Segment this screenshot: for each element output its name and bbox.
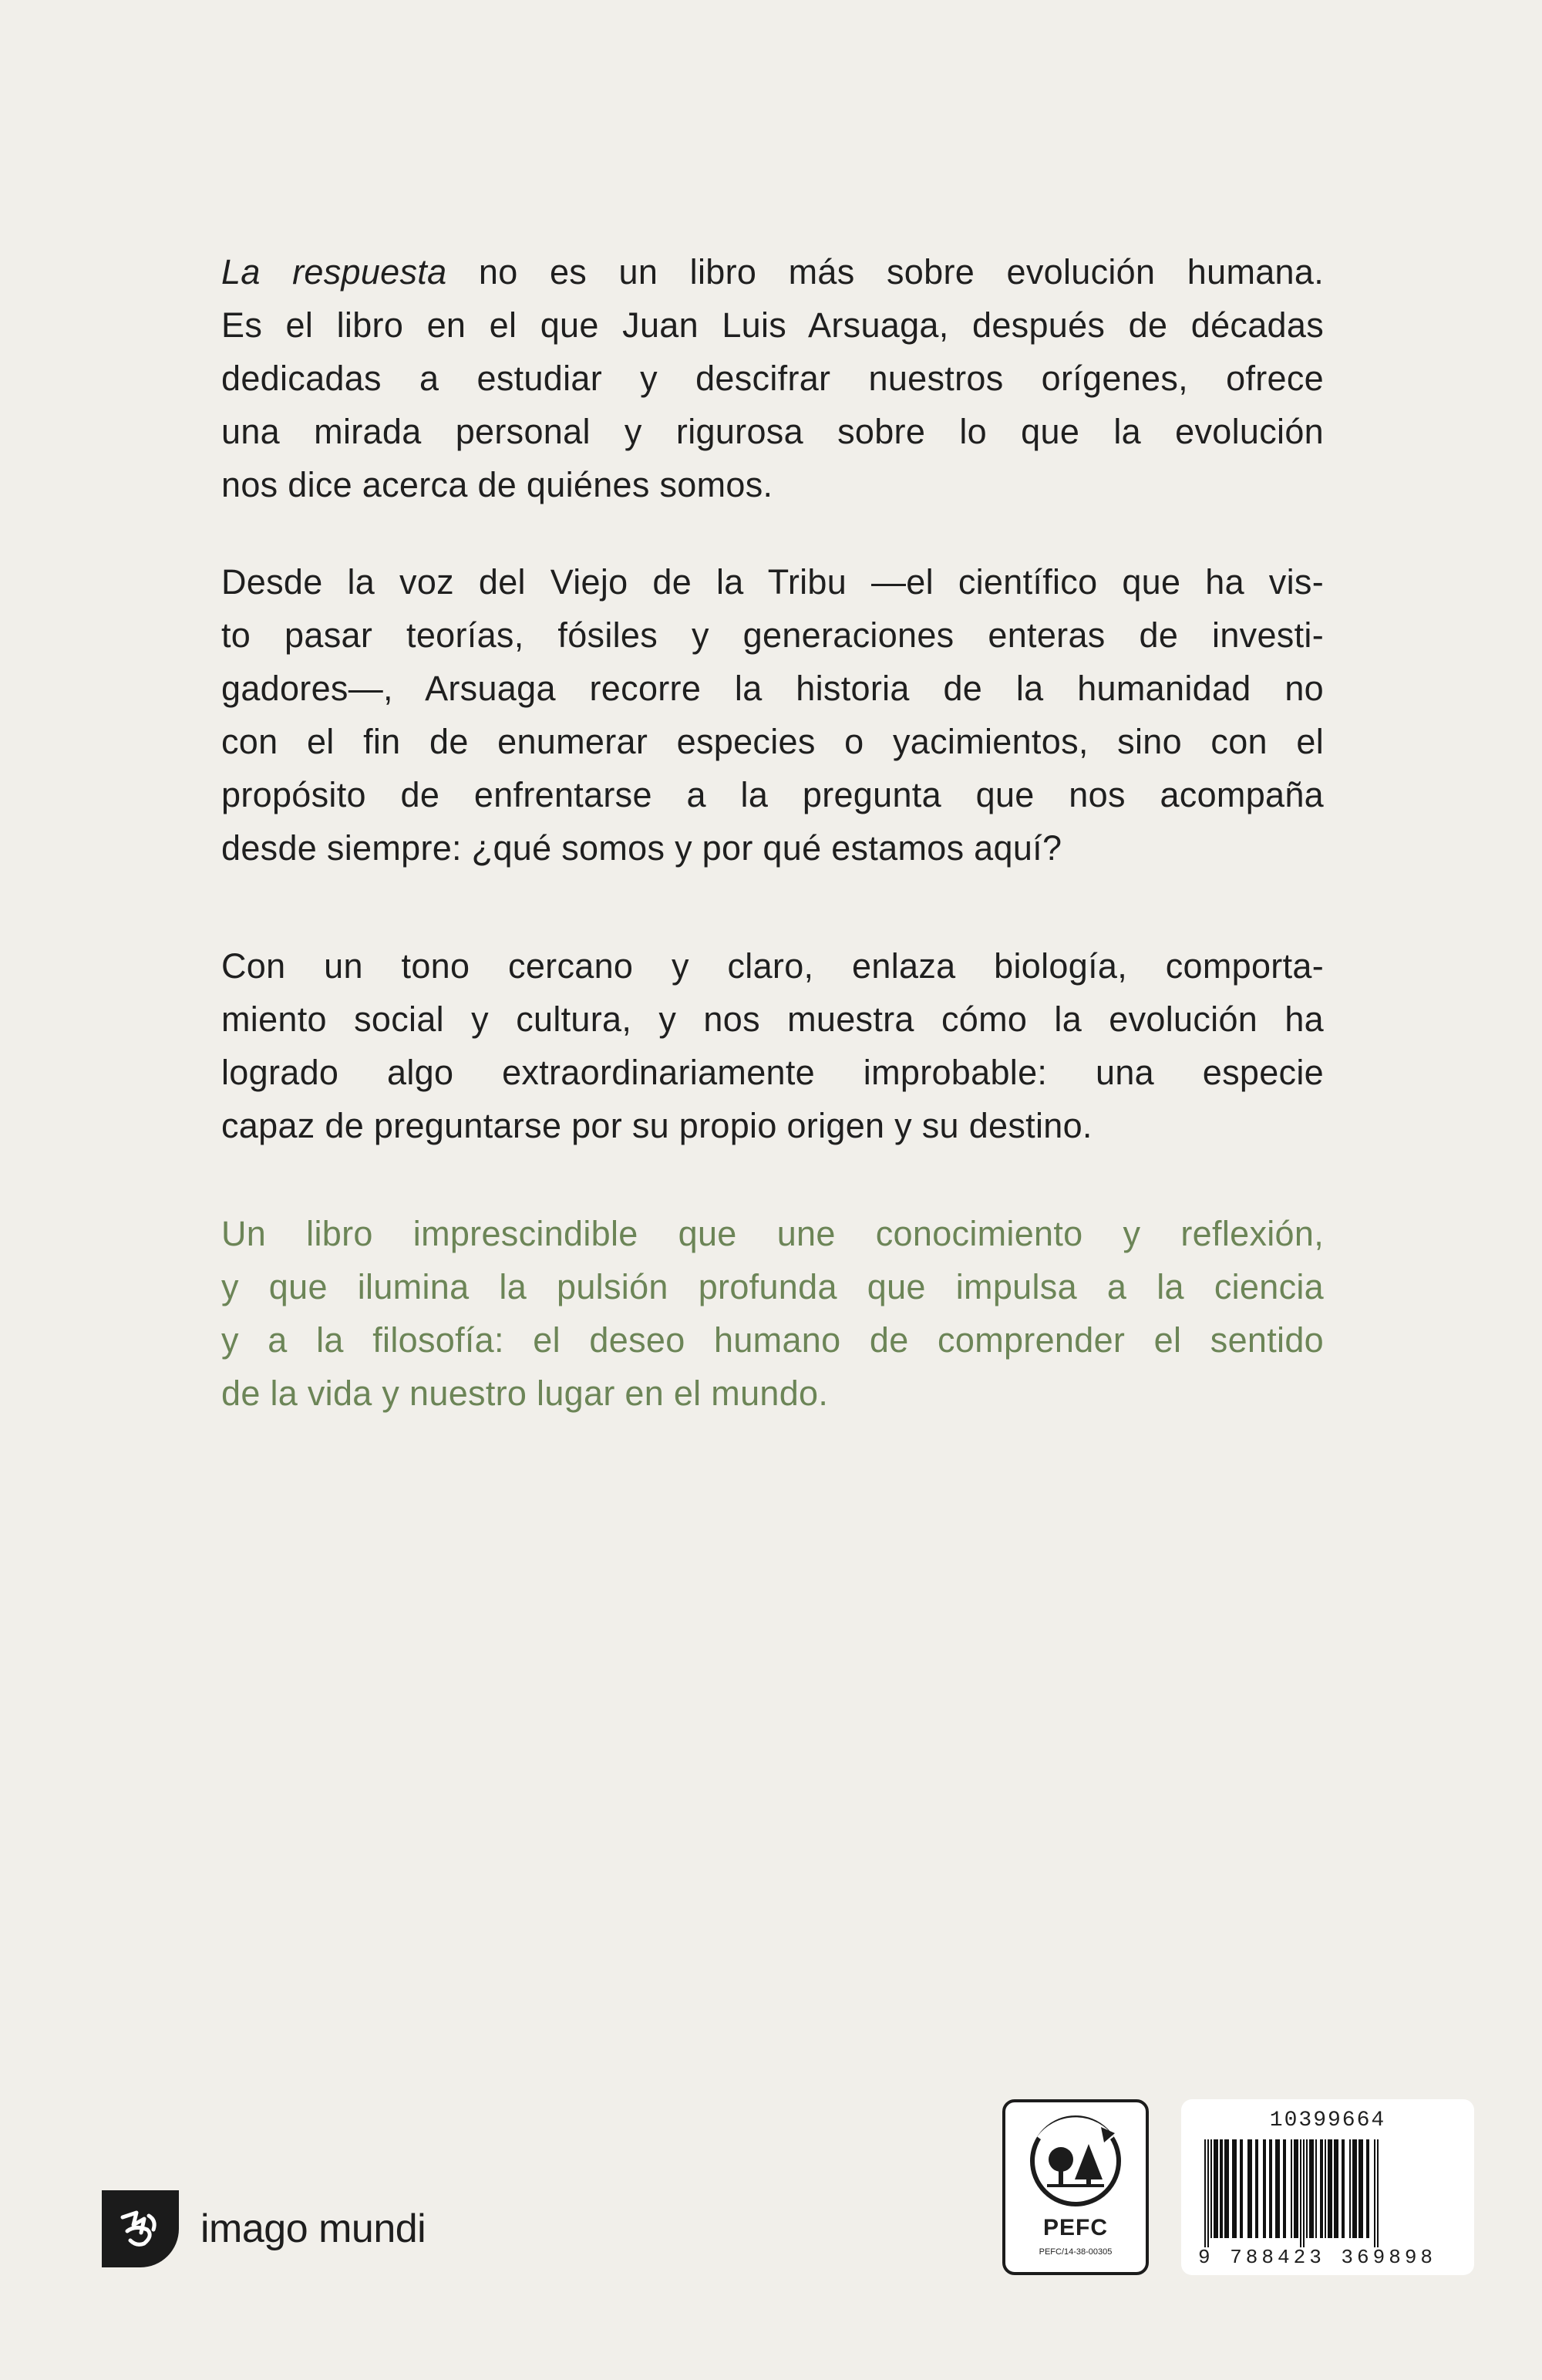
barcode-bar (1240, 2139, 1243, 2238)
paragraph-line: La respuesta no es un libro más sobre evolución humana. (221, 252, 1325, 292)
paragraph-line: capaz de preguntarse por su propio origen y su destino. (221, 1106, 1093, 1145)
pefc-trees-icon (1002, 2099, 1149, 2212)
paragraph-line: Un libro imprescindible que une conocimiento y reflexión, (221, 1214, 1324, 1253)
barcode-bar (1352, 2139, 1357, 2238)
paragraph-line: nos dice acerca de quiénes somos. (221, 465, 773, 504)
paragraph-line: Es el libro en el que Juan Luis Arsuaga, después de décadas (221, 305, 1324, 345)
barcode-internal-code: 10399664 (1269, 2109, 1386, 2132)
barcode-guard-bar (1204, 2139, 1206, 2247)
paragraph-highlight (221, 1207, 1324, 1420)
pefc-label: PEFC (1042, 2215, 1108, 2240)
barcode-bars (1194, 2139, 1462, 2247)
pefc-certification (1002, 2099, 1149, 2275)
paragraph-viejo-tribu (221, 555, 1324, 875)
barcode-bar (1220, 2139, 1223, 2238)
paragraph-line: Desde la voz del Viejo de la Tribu —el científico que ha vis- (221, 562, 1324, 602)
paragraph-line: gadores—, Arsuaga recorre la historia de la humanidad no (221, 669, 1324, 708)
barcode-bar (1306, 2139, 1308, 2238)
barcode-bar (1309, 2139, 1314, 2238)
barcode-bar (1294, 2139, 1298, 2238)
paragraph-line: Con un tono cercano y claro, enlaza biología, comporta- (221, 946, 1324, 986)
barcode-bar (1247, 2139, 1252, 2238)
barcode-isbn-digits: 9 788423 369898 (1198, 2246, 1437, 2269)
paragraph-line: logrado algo extraordinariamente improbable: una especie (221, 1053, 1324, 1092)
barcode-bar (1325, 2139, 1326, 2238)
paragraph-line: dedicadas a estudiar y descifrar nuestros orígenes, ofrece (221, 359, 1324, 398)
barcode-bar (1359, 2139, 1363, 2238)
barcode-bar (1315, 2139, 1317, 2238)
barcode-bar (1255, 2139, 1258, 2238)
paragraph-line: con el fin de enumerar especies o yacimientos, sino con el (221, 722, 1324, 761)
paragraph-tono (221, 939, 1324, 1152)
paragraph-intro (221, 245, 1324, 511)
barcode-guard-bar (1377, 2139, 1379, 2247)
barcode-bar (1263, 2139, 1266, 2238)
book-title-italic: La respuesta (221, 252, 447, 292)
paragraph-line: una mirada personal y rigurosa sobre lo que la evolución (221, 412, 1324, 451)
barcode-guard-bar (1300, 2139, 1301, 2247)
publisher-name: imago mundi (200, 2206, 426, 2251)
barcode-bar (1275, 2139, 1280, 2238)
barcode-bar (1210, 2139, 1212, 2238)
paragraph-line: propósito de enfrentarse a la pregunta que nos acompaña (221, 775, 1324, 814)
barcode-bar (1320, 2139, 1323, 2238)
barcode-guard-bar (1374, 2139, 1375, 2247)
barcode-bar (1366, 2139, 1369, 2238)
barcode-bar (1214, 2139, 1218, 2238)
barcode-bar (1291, 2139, 1292, 2238)
publisher-brand (102, 2190, 426, 2267)
barcode-guard-bar (1303, 2139, 1305, 2247)
barcode-bar (1232, 2139, 1237, 2238)
barcode-bar (1328, 2139, 1332, 2238)
barcode-bar (1334, 2139, 1338, 2238)
paragraph-line: miento social y cultura, y nos muestra cómo la evolución ha (221, 1000, 1324, 1039)
paragraph-line: to pasar teorías, fósiles y generaciones enteras de investi- (221, 615, 1324, 655)
barcode-bar (1349, 2139, 1351, 2238)
barcode-bar (1224, 2139, 1229, 2238)
paragraph-line: y que ilumina la pulsión profunda que impulsa a la ciencia (221, 1267, 1324, 1306)
barcode-bar (1342, 2139, 1345, 2238)
barcode-bar (1269, 2139, 1272, 2238)
paragraph-line: desde siempre: ¿qué somos y por qué estamos aquí? (221, 828, 1062, 868)
paragraph-line: y a la filosofía: el deseo humano de comprender el sentido (221, 1320, 1324, 1360)
barcode-guard-bar (1207, 2139, 1209, 2247)
isbn-barcode (1181, 2099, 1474, 2275)
barcode-bar (1283, 2139, 1286, 2238)
paragraph-line: de la vida y nuestro lugar en el mundo. (221, 1374, 829, 1413)
pefc-code: PEFC/14-38-00305 (1039, 2247, 1113, 2257)
imago-mundi-logo-icon (102, 2190, 179, 2267)
